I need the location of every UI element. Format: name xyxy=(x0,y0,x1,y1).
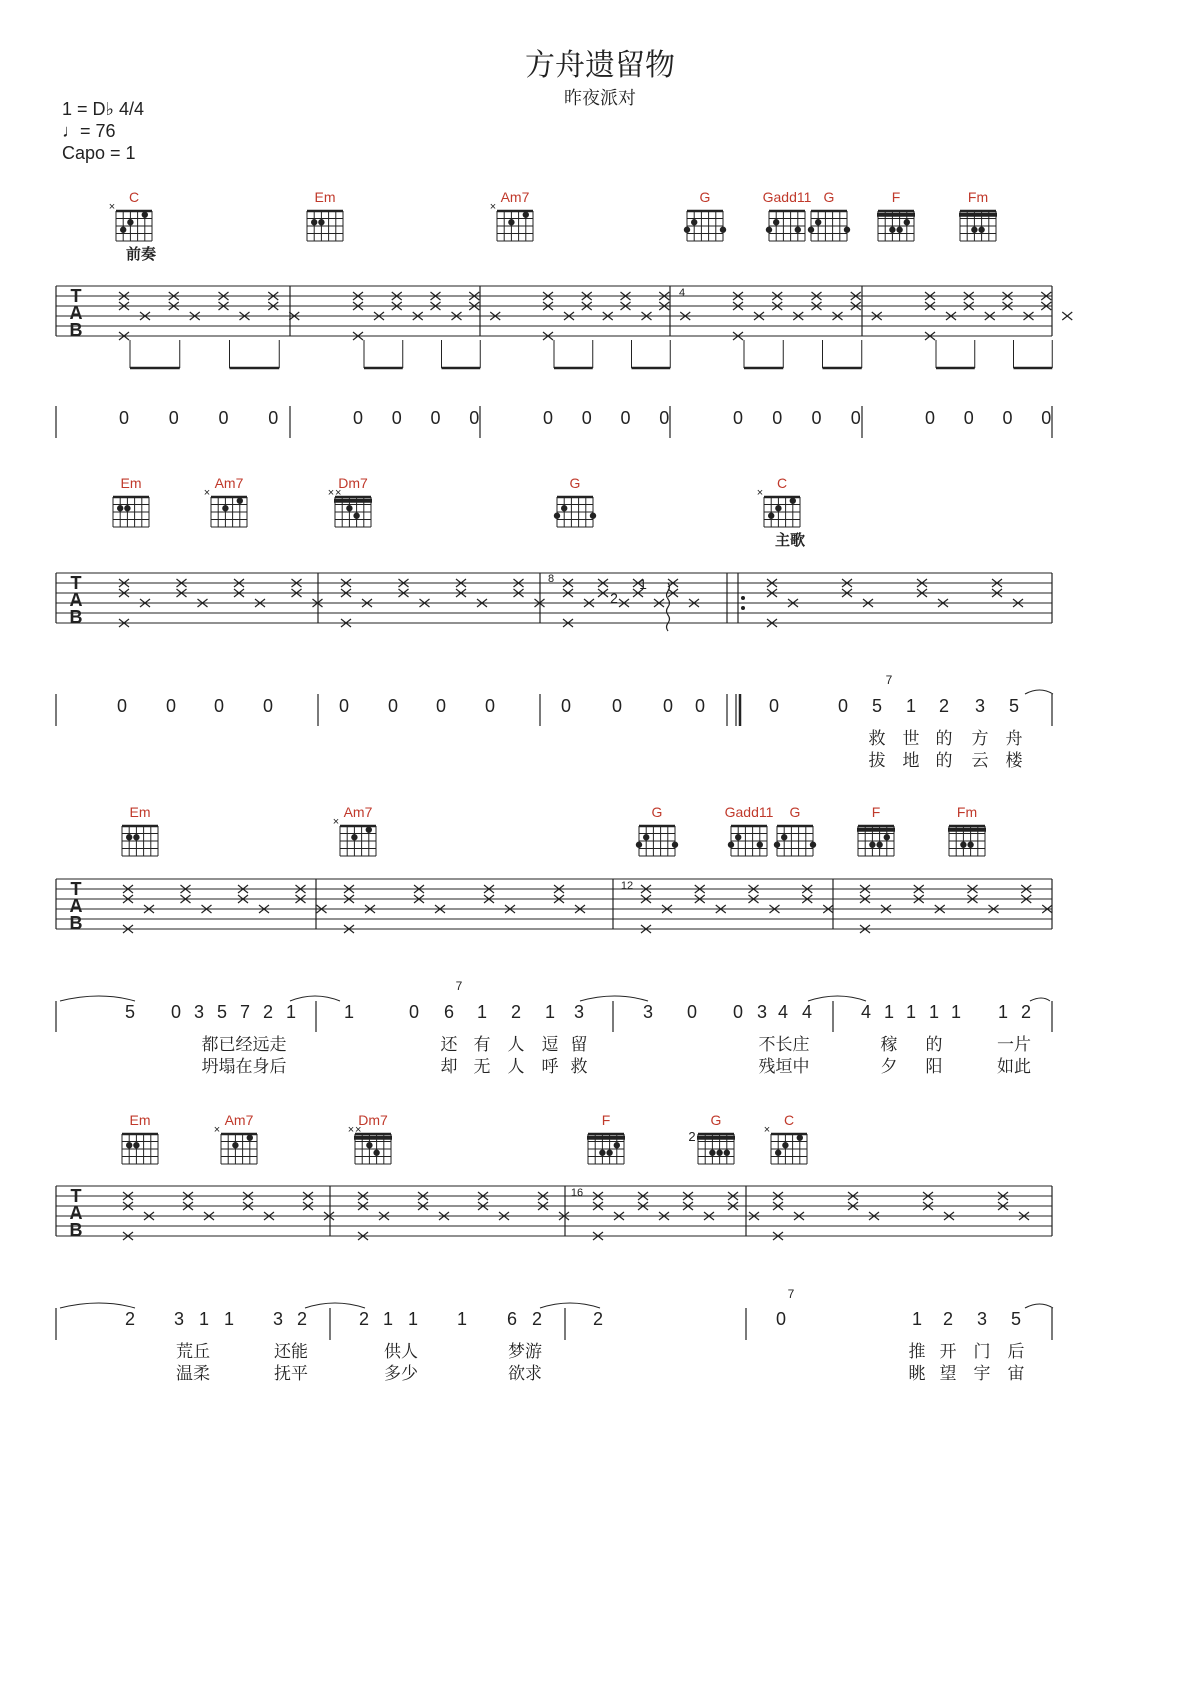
barre-bar xyxy=(948,828,986,832)
jianpu-digit: 5 xyxy=(1010,1309,1022,1329)
fret-number: 1 xyxy=(639,576,647,592)
finger-dot xyxy=(311,219,317,225)
barre-bar xyxy=(334,499,372,503)
jianpu-digit: 0 xyxy=(850,408,861,428)
finger-dot xyxy=(971,227,977,233)
finger-dot xyxy=(691,219,697,225)
tie-arc xyxy=(290,996,340,1001)
lyric-char: 却 xyxy=(440,1057,458,1077)
jianpu-digit: 0 xyxy=(560,696,572,716)
lyric-char: 望 xyxy=(939,1364,957,1384)
jianpu-digit: 1 xyxy=(997,1002,1009,1022)
finger-dot xyxy=(247,1135,253,1141)
jianpu-digit: 6 xyxy=(443,1002,455,1022)
lyric-char: 坍塌在身后 xyxy=(201,1057,287,1077)
jianpu-digit: 0 xyxy=(165,696,177,716)
tab-clef-b: B xyxy=(69,913,83,933)
barre-bar xyxy=(877,213,915,217)
lyric-char: 夕 xyxy=(880,1057,898,1077)
finger-dot xyxy=(232,1142,238,1148)
tie-arc xyxy=(540,1303,600,1308)
tie-arc xyxy=(1025,690,1053,694)
jianpu-digit: 5 xyxy=(216,1002,228,1022)
finger-dot xyxy=(126,1142,132,1148)
tempo-marking: ♩= 76 xyxy=(62,121,116,141)
grace-note: 7 xyxy=(787,1287,795,1301)
jianpu-digit: 0 xyxy=(484,696,496,716)
key-signature: 1 = D♭ 4/4 xyxy=(62,99,145,119)
finger-dot xyxy=(599,1150,605,1156)
jianpu-digit: 0 xyxy=(213,696,225,716)
lyric-char: 逗 xyxy=(541,1035,559,1055)
finger-dot xyxy=(127,219,133,225)
jianpu-digit: 2 xyxy=(531,1309,543,1329)
jianpu-digit: 3 xyxy=(976,1309,988,1329)
jianpu-digit: 1 xyxy=(343,1002,355,1022)
finger-dot xyxy=(133,1142,139,1148)
jianpu-digit: 0 xyxy=(218,408,229,428)
finger-dot xyxy=(373,1150,379,1156)
finger-dot xyxy=(757,842,763,848)
jianpu-digit: 0 xyxy=(1041,408,1052,428)
barre-bar xyxy=(354,1136,392,1140)
jianpu-digit: 1 xyxy=(883,1002,895,1022)
jianpu-digit: 0 xyxy=(963,408,974,428)
finger-dot xyxy=(876,842,882,848)
mute-mark: × xyxy=(347,1124,355,1136)
chord-name: F xyxy=(891,189,901,205)
tab-clef-a: A xyxy=(69,590,83,610)
finger-dot xyxy=(889,227,895,233)
jianpu-digit: 1 xyxy=(905,696,917,716)
jianpu-digit: 1 xyxy=(285,1002,297,1022)
lyric-char: 舟 xyxy=(1005,729,1023,749)
finger-dot xyxy=(614,1142,620,1148)
finger-dot xyxy=(117,505,123,511)
mute-mark: × xyxy=(108,201,116,213)
x-notehead xyxy=(1062,312,1072,320)
mute-mark: × xyxy=(763,1124,771,1136)
mute-mark: × xyxy=(354,1124,362,1136)
arpeggio-mark xyxy=(667,583,670,631)
lyric-char: 温柔 xyxy=(176,1364,210,1384)
finger-dot xyxy=(766,227,772,233)
jianpu-digit: 0 xyxy=(469,408,480,428)
lyric-char: 世 xyxy=(902,729,920,749)
finger-dot xyxy=(222,505,228,511)
jianpu-digit: 0 xyxy=(775,1309,787,1329)
lyric-char: 楼 xyxy=(1005,751,1023,771)
lyric-char: 荒丘 xyxy=(176,1342,210,1362)
finger-dot xyxy=(720,227,726,233)
finger-dot xyxy=(978,227,984,233)
finger-dot xyxy=(561,505,567,511)
mute-mark: × xyxy=(489,201,497,213)
jianpu-digit: 2 xyxy=(124,1309,136,1329)
lyric-char: 一片 xyxy=(997,1035,1031,1055)
chord-name: Em xyxy=(129,1112,151,1128)
mute-mark: × xyxy=(327,487,335,499)
lyric-char: 眺 xyxy=(908,1364,926,1384)
tab-clef-a: A xyxy=(69,896,83,916)
jianpu-digit: 0 xyxy=(116,696,128,716)
chord-name: G xyxy=(699,189,711,205)
song-title: 方舟遗留物 xyxy=(525,48,675,83)
chord-name: F xyxy=(601,1112,611,1128)
barre-fret-number: 2 xyxy=(688,1129,696,1144)
finger-dot xyxy=(724,1150,730,1156)
jianpu-digit: 0 xyxy=(732,1002,744,1022)
lyric-char: 都已经远走 xyxy=(201,1035,287,1055)
song-artist: 昨夜派对 xyxy=(564,88,636,109)
jianpu-digit: 1 xyxy=(905,1002,917,1022)
finger-dot xyxy=(126,834,132,840)
jianpu-digit: 1 xyxy=(544,1002,556,1022)
finger-dot xyxy=(636,842,642,848)
lyric-char: 还 xyxy=(440,1035,458,1055)
measure-number-12: 12 xyxy=(620,880,634,892)
chord-name: G xyxy=(569,475,581,491)
lyric-char: 的 xyxy=(935,751,953,771)
jianpu-digit: 0 xyxy=(430,408,441,428)
lyric-char: 还能 xyxy=(274,1342,308,1362)
finger-dot xyxy=(709,1150,715,1156)
jianpu-digit: 2 xyxy=(296,1309,308,1329)
lyric-char: 欲求 xyxy=(508,1364,542,1384)
finger-dot xyxy=(904,219,910,225)
lyric-char: 无 xyxy=(473,1057,491,1077)
jianpu-digit: 0 xyxy=(338,696,350,716)
finger-dot xyxy=(790,498,796,504)
fret-number: 2 xyxy=(610,590,618,606)
finger-dot xyxy=(237,498,243,504)
jianpu-digit: 0 xyxy=(352,408,364,428)
jianpu-digit: 1 xyxy=(223,1309,235,1329)
jianpu-digit: 2 xyxy=(942,1309,954,1329)
measure-number-4: 4 xyxy=(678,287,686,299)
measure-number-16: 16 xyxy=(570,1187,584,1199)
finger-dot xyxy=(781,834,787,840)
jianpu-digit: 1 xyxy=(476,1002,488,1022)
capo-marking: Capo = 1 xyxy=(62,143,136,163)
finger-dot xyxy=(554,513,560,519)
finger-dot xyxy=(672,842,678,848)
finger-dot xyxy=(133,834,139,840)
jianpu-digit: 2 xyxy=(510,1002,522,1022)
finger-dot xyxy=(353,513,359,519)
jianpu-digit: 0 xyxy=(268,408,279,428)
jianpu-digit: 0 xyxy=(581,408,592,428)
tab-clef-a: A xyxy=(69,1203,83,1223)
jianpu-digit: 1 xyxy=(456,1309,468,1329)
jianpu-digit: 5 xyxy=(124,1002,136,1022)
jianpu-digit: 7 xyxy=(239,1002,251,1022)
tab-clef-b: B xyxy=(69,1220,83,1240)
finger-dot xyxy=(884,834,890,840)
mute-mark: × xyxy=(334,487,342,499)
mute-mark: × xyxy=(332,816,340,828)
finger-dot xyxy=(773,219,779,225)
finger-dot xyxy=(590,513,596,519)
chord-name: C xyxy=(128,189,140,205)
jianpu-digit: 0 xyxy=(408,1002,420,1022)
jianpu-digit: 1 xyxy=(950,1002,962,1022)
finger-dot xyxy=(351,834,357,840)
chord-name: G xyxy=(651,804,663,820)
lyric-char: 梦游 xyxy=(508,1342,542,1362)
jianpu-digit: 0 xyxy=(662,696,674,716)
jianpu-digit: 5 xyxy=(871,696,883,716)
lyric-char: 稼 xyxy=(880,1035,898,1055)
jianpu-digit: 1 xyxy=(382,1309,394,1329)
tie-arc xyxy=(1025,1304,1053,1308)
jianpu-digit: 0 xyxy=(542,408,554,428)
tie-arc xyxy=(305,1303,365,1308)
lyric-char: 的 xyxy=(935,729,953,749)
jianpu-digit: 0 xyxy=(837,696,849,716)
finger-dot xyxy=(768,513,774,519)
jianpu-digit: 0 xyxy=(387,696,399,716)
finger-dot xyxy=(735,834,741,840)
lyric-char: 残垣中 xyxy=(758,1057,810,1077)
measure-number-8: 8 xyxy=(547,573,555,585)
lyric-char: 救 xyxy=(868,729,886,749)
finger-dot xyxy=(523,212,529,218)
chord-name: Am7 xyxy=(500,189,530,205)
chord-name: Dm7 xyxy=(358,1112,388,1128)
jianpu-digit: 4 xyxy=(777,1002,789,1022)
finger-dot xyxy=(869,842,875,848)
barre-bar xyxy=(697,1136,735,1140)
lyric-char: 推 xyxy=(908,1342,926,1362)
grace-note: 7 xyxy=(455,979,463,993)
jianpu-digit: 3 xyxy=(193,1002,205,1022)
lyric-char: 门 xyxy=(973,1342,991,1362)
finger-dot xyxy=(896,227,902,233)
finger-dot xyxy=(508,219,514,225)
mute-mark: × xyxy=(213,1124,221,1136)
tab-clef-t: T xyxy=(70,286,82,306)
chord-name: Fm xyxy=(967,189,989,205)
finger-dot xyxy=(967,842,973,848)
jianpu-digit: 0 xyxy=(1002,408,1013,428)
finger-dot xyxy=(120,227,126,233)
lyric-char: 的 xyxy=(925,1035,943,1055)
jianpu-digit: 6 xyxy=(506,1309,518,1329)
chord-name: Dm7 xyxy=(338,475,368,491)
jianpu-digit: 3 xyxy=(573,1002,585,1022)
jianpu-digit: 0 xyxy=(768,696,780,716)
barre-bar xyxy=(857,828,895,832)
tie-arc xyxy=(580,996,648,1001)
chord-name: Gadd11 xyxy=(762,189,812,205)
lyric-char: 有 xyxy=(473,1035,491,1055)
tab-clef-t: T xyxy=(70,879,82,899)
jianpu-digit: 0 xyxy=(686,1002,698,1022)
chord-name: C xyxy=(776,475,788,491)
lyric-char: 开 xyxy=(939,1342,957,1362)
lyric-char: 阳 xyxy=(925,1057,943,1077)
jianpu-digit: 2 xyxy=(592,1309,604,1329)
finger-dot xyxy=(124,505,130,511)
jianpu-digit: 0 xyxy=(772,408,783,428)
repeat-dot xyxy=(741,596,745,600)
lyric-char: 如此 xyxy=(997,1057,1031,1077)
barre-bar xyxy=(587,1136,625,1140)
finger-dot xyxy=(810,842,816,848)
jianpu-digit: 5 xyxy=(1008,696,1020,716)
chord-name: G xyxy=(823,189,835,205)
chord-name: Am7 xyxy=(343,804,373,820)
jianpu-digit: 0 xyxy=(611,696,623,716)
mute-mark: × xyxy=(203,487,211,499)
finger-dot xyxy=(606,1150,612,1156)
lyric-char: 多少 xyxy=(384,1364,418,1384)
jianpu-digit: 1 xyxy=(911,1309,923,1329)
finger-dot xyxy=(960,842,966,848)
lyric-char: 呼 xyxy=(541,1057,559,1077)
finger-dot xyxy=(318,219,324,225)
finger-dot xyxy=(775,505,781,511)
tie-arc xyxy=(808,996,866,1001)
jianpu-digit: 0 xyxy=(694,696,706,716)
jianpu-digit: 2 xyxy=(262,1002,274,1022)
finger-dot xyxy=(684,227,690,233)
chord-name: G xyxy=(789,804,801,820)
jianpu-digit: 0 xyxy=(168,408,179,428)
lyric-char: 救 xyxy=(570,1057,588,1077)
lyric-char: 云 xyxy=(971,751,989,771)
repeat-dot xyxy=(741,606,745,610)
jianpu-digit: 3 xyxy=(173,1309,185,1329)
finger-dot xyxy=(366,1142,372,1148)
tab-clef-b: B xyxy=(69,607,83,627)
chord-name: F xyxy=(871,804,881,820)
tab-clef-t: T xyxy=(70,573,82,593)
lyric-char: 宇 xyxy=(973,1364,991,1384)
finger-dot xyxy=(716,1150,722,1156)
jianpu-digit: 2 xyxy=(1020,1002,1032,1022)
chord-name: C xyxy=(783,1112,795,1128)
finger-dot xyxy=(346,505,352,511)
lyric-char: 宙 xyxy=(1007,1364,1025,1384)
chord-name: Gadd11 xyxy=(724,804,774,820)
jianpu-digit: 0 xyxy=(732,408,744,428)
chord-name: Em xyxy=(129,804,151,820)
lyric-char: 方 xyxy=(971,729,989,749)
tie-arc xyxy=(1030,998,1050,1001)
mute-mark: × xyxy=(756,487,764,499)
finger-dot xyxy=(142,212,148,218)
chord-name: G xyxy=(710,1112,722,1128)
lyric-char: 抚平 xyxy=(274,1364,308,1384)
jianpu-digit: 1 xyxy=(407,1309,419,1329)
tab-clef-t: T xyxy=(70,1186,82,1206)
chord-name: Am7 xyxy=(214,475,244,491)
jianpu-digit: 0 xyxy=(435,696,447,716)
jianpu-digit: 0 xyxy=(391,408,402,428)
finger-dot xyxy=(844,227,850,233)
lyric-char: 供人 xyxy=(384,1342,418,1362)
jianpu-digit: 2 xyxy=(358,1309,370,1329)
finger-dot xyxy=(795,227,801,233)
jianpu-digit: 1 xyxy=(928,1002,940,1022)
jianpu-digit: 4 xyxy=(860,1002,872,1022)
finger-dot xyxy=(775,1150,781,1156)
jianpu-digit: 0 xyxy=(620,408,631,428)
jianpu-digit: 0 xyxy=(924,408,936,428)
lyric-char: 地 xyxy=(902,751,920,771)
jianpu-digit: 3 xyxy=(756,1002,768,1022)
finger-dot xyxy=(808,227,814,233)
jianpu-digit: 1 xyxy=(198,1309,210,1329)
lyric-char: 人 xyxy=(507,1035,525,1055)
tab-clef-a: A xyxy=(69,303,83,323)
finger-dot xyxy=(774,842,780,848)
chord-name: Am7 xyxy=(224,1112,254,1128)
chord-name: Fm xyxy=(956,804,978,820)
finger-dot xyxy=(797,1135,803,1141)
jianpu-digit: 0 xyxy=(170,1002,182,1022)
tab-clef-b: B xyxy=(69,320,83,340)
lyric-char: 留 xyxy=(570,1035,588,1055)
jianpu-digit: 0 xyxy=(262,696,274,716)
finger-dot xyxy=(782,1142,788,1148)
finger-dot xyxy=(643,834,649,840)
section-intro-label: 前奏 xyxy=(125,245,157,263)
tie-arc xyxy=(60,1303,135,1308)
jianpu-digit: 4 xyxy=(801,1002,813,1022)
grace-note: 7 xyxy=(885,673,893,687)
lyric-char: 拔 xyxy=(868,751,886,771)
tie-arc xyxy=(60,996,135,1001)
chord-name: Em xyxy=(120,475,142,491)
finger-dot xyxy=(728,842,734,848)
finger-dot xyxy=(366,827,372,833)
section-verse-label: 主歌 xyxy=(774,531,806,549)
lyric-char: 不长庄 xyxy=(758,1035,810,1055)
jianpu-digit: 3 xyxy=(642,1002,654,1022)
chord-name: Em xyxy=(314,189,336,205)
jianpu-digit: 3 xyxy=(272,1309,284,1329)
lyric-char: 人 xyxy=(507,1057,525,1077)
jianpu-digit: 3 xyxy=(974,696,986,716)
jianpu-digit: 0 xyxy=(118,408,130,428)
jianpu-digit: 0 xyxy=(659,408,670,428)
lyric-char: 后 xyxy=(1007,1342,1025,1362)
finger-dot xyxy=(815,219,821,225)
jianpu-digit: 2 xyxy=(938,696,950,716)
jianpu-digit: 0 xyxy=(811,408,822,428)
barre-bar xyxy=(959,213,997,217)
